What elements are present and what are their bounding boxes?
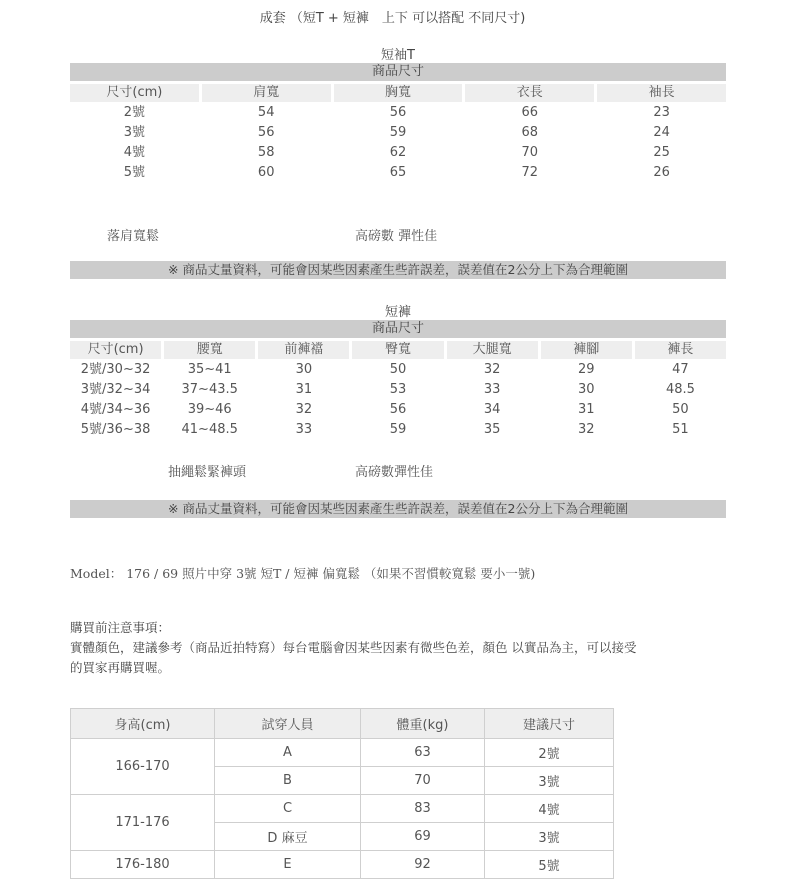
table-cell: 56	[389, 105, 407, 120]
table-cell: 47	[672, 362, 689, 377]
table-cell: 41~48.5	[181, 422, 238, 437]
shirt-note-fabric: 高磅數 彈性佳	[355, 229, 438, 244]
shirt-section-title: 短袖T	[381, 48, 415, 63]
table-cell: 5號/36~38	[80, 422, 151, 437]
shorts-header-front-rise: 前褲襠	[258, 341, 349, 359]
table-header-row	[71, 709, 614, 739]
notice-line-2: 的買家再購買喔。	[70, 660, 171, 675]
table-row	[70, 400, 726, 420]
table-cell: 2號/30~32	[80, 362, 151, 377]
table-cell: 24	[653, 125, 670, 140]
shorts-header-size: 尺寸(cm)	[70, 341, 161, 359]
table-row	[70, 360, 726, 380]
table-cell: 31	[578, 402, 595, 417]
shorts-section-title: 短褲	[384, 305, 411, 320]
table-cell: 62	[389, 145, 407, 160]
table-cell: 51	[672, 422, 689, 437]
table-cell: 53	[389, 382, 407, 397]
tester-weight: 92	[361, 851, 485, 879]
shorts-header-thigh: 大腿寬	[447, 341, 538, 359]
table-cell: 58	[257, 145, 275, 160]
header-weight: 體重(kg)	[361, 709, 485, 739]
table-cell: 50	[672, 402, 689, 417]
table-cell: 56	[257, 125, 275, 140]
purchase-notice	[70, 618, 730, 678]
table-cell: 72	[521, 165, 539, 180]
tester-weight: 69	[361, 823, 485, 851]
table-cell: 23	[653, 105, 670, 120]
tester-name: B	[215, 767, 361, 795]
tester-name: C	[215, 795, 361, 823]
table-cell: 37~43.5	[181, 382, 238, 397]
table-cell: 32	[483, 362, 501, 377]
table-cell: 4號	[123, 145, 146, 160]
shirt-size-bar: 商品尺寸	[70, 63, 726, 81]
shorts-size-bar: 商品尺寸	[70, 320, 726, 338]
table-cell: 35~41	[187, 362, 232, 377]
shirt-note-fit: 落肩寬鬆	[107, 229, 160, 244]
table-cell: 59	[389, 125, 407, 140]
tester-name: D 麻豆	[215, 823, 361, 851]
recommended-size: 4號	[485, 795, 614, 823]
table-cell: 2號	[123, 105, 146, 120]
notice-heading: 購買前注意事項：	[70, 620, 171, 635]
table-cell: 29	[578, 362, 595, 377]
recommended-size: 3號	[485, 767, 614, 795]
shirt-header-row	[70, 84, 726, 102]
table-cell: 4號/34~36	[80, 402, 151, 417]
shorts-measurement-warning: ※ 商品丈量資料，可能會因某些因素產生些許誤差，誤差值在2公分上下為合理範圍	[70, 500, 726, 518]
table-cell: 30	[295, 362, 313, 377]
table-cell: 70	[521, 145, 539, 160]
table-cell: 35	[483, 422, 501, 437]
table-cell: 3號/32~34	[80, 382, 151, 397]
header-tester: 試穿人員	[215, 709, 361, 739]
tester-name: E	[215, 851, 361, 879]
table-row	[70, 420, 726, 440]
table-cell: 5號	[123, 165, 146, 180]
shirt-header-chest: 胸寬	[334, 84, 463, 102]
table-row	[70, 143, 726, 163]
shorts-note-fabric: 高磅數彈性佳	[355, 465, 434, 480]
shorts-header-row	[70, 341, 726, 359]
table-row	[70, 123, 726, 143]
table-cell: 26	[653, 165, 670, 180]
table-row	[70, 163, 726, 183]
header-height: 身高(cm)	[71, 709, 215, 739]
shorts-note-waistband: 抽繩鬆緊褲頭	[168, 465, 247, 480]
table-cell: 33	[295, 422, 313, 437]
table-cell: 54	[257, 105, 275, 120]
recommended-size: 2號	[485, 739, 614, 767]
tester-weight: 83	[361, 795, 485, 823]
tester-name: A	[215, 739, 361, 767]
table-cell: 25	[653, 145, 670, 160]
shirt-measurement-warning: ※ 商品丈量資料，可能會因某些因素產生些許誤差，誤差值在2公分上下為合理範圍	[70, 261, 726, 279]
table-cell: 31	[295, 382, 313, 397]
table-cell: 3號	[123, 125, 146, 140]
shirt-header-length: 衣長	[465, 84, 594, 102]
height-range: 166-170	[71, 739, 215, 795]
tester-weight: 63	[361, 739, 485, 767]
table-cell: 32	[295, 402, 313, 417]
recommended-size: 3號	[485, 823, 614, 851]
table-cell: 34	[483, 402, 501, 417]
page-title: 成套 （短T + 短褲 上下 可以搭配 不同尺寸)	[259, 11, 526, 26]
table-cell: 56	[389, 402, 407, 417]
shirt-header-size: 尺寸(cm)	[70, 84, 199, 102]
shorts-header-hem: 褲腳	[541, 341, 632, 359]
table-row	[71, 851, 614, 879]
recommended-size: 5號	[485, 851, 614, 879]
header-recommended-size: 建議尺寸	[485, 709, 614, 739]
tester-weight: 70	[361, 767, 485, 795]
table-row	[70, 103, 726, 123]
table-row	[71, 739, 614, 767]
table-row	[70, 380, 726, 400]
model-info: Model： 176 / 69 照片中穿 3號 短T / 短褲 偏寬鬆 （如果不習慣較寬鬆 要小一號)	[70, 566, 536, 581]
table-cell: 65	[389, 165, 407, 180]
shirt-header-sleeve: 袖長	[597, 84, 726, 102]
height-range: 176-180	[71, 851, 215, 879]
table-cell: 48.5	[665, 382, 695, 397]
table-cell: 50	[389, 362, 407, 377]
height-range: 171-176	[71, 795, 215, 851]
shorts-header-length: 褲長	[635, 341, 726, 359]
table-cell: 30	[578, 382, 595, 397]
table-cell: 60	[257, 165, 275, 180]
table-cell: 39~46	[187, 402, 232, 417]
table-cell: 32	[578, 422, 595, 437]
table-cell: 33	[483, 382, 501, 397]
table-cell: 68	[521, 125, 539, 140]
table-row	[71, 795, 614, 823]
shirt-header-shoulder: 肩寬	[202, 84, 331, 102]
shorts-header-hip: 臀寬	[352, 341, 443, 359]
fit-reference-table	[70, 708, 614, 879]
shorts-header-waist: 腰寬	[164, 341, 255, 359]
table-cell: 59	[389, 422, 407, 437]
notice-line-1: 實體顏色，建議參考（商品近拍特寫）每台電腦會因某些因素有微些色差，顏色 以實品為主，可以接受	[70, 640, 637, 655]
table-cell: 66	[521, 105, 539, 120]
